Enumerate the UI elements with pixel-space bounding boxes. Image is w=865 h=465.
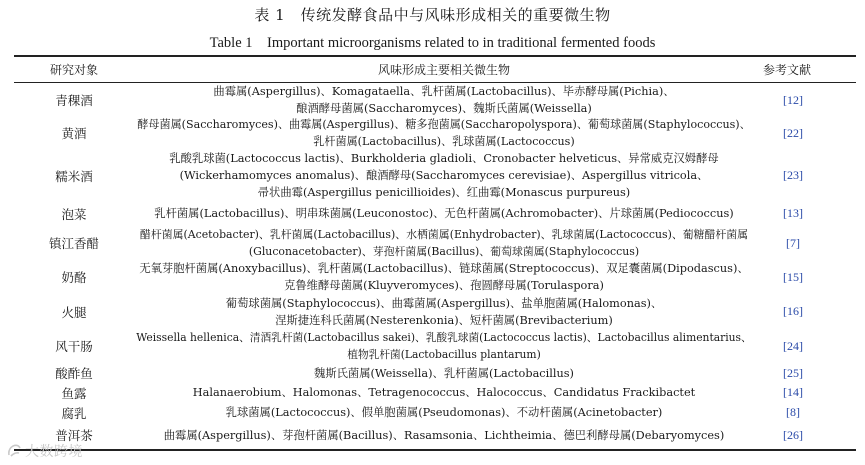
header-food: 研究对象 xyxy=(49,63,98,77)
table-row xyxy=(14,294,856,329)
watermark-text: 大数跨境 xyxy=(25,444,83,460)
microbe-list xyxy=(134,423,754,447)
food-name: 酸酢鱼 xyxy=(55,366,93,381)
food-name: 镇江香醋 xyxy=(48,236,99,251)
reference-link[interactable]: [22] xyxy=(783,125,803,140)
microbe-line: 酿酒酵母菌属(Saccharomyces)、魏斯氏菌属(Weissella) xyxy=(296,102,592,115)
table-caption-english: Table 1 Important microorganisms related to in traditional fermented foods xyxy=(209,35,656,51)
table-row xyxy=(14,260,856,294)
microbe-line: 帚状曲霉(Aspergillus penicillioides)、红曲霉(Monascus purpureus) xyxy=(257,186,631,199)
microbe-line: 酵母菌属(Saccharomyces)、曲霉属(Aspergillus)、糖多孢菌属(Saccharopolyspora)、葡萄球菌属(Staphylococcus)、 xyxy=(137,118,751,131)
microbe-line: Halanaerobium、Halomonas、Tetragenococcus、Halococcus、Candidatus Frackibactet xyxy=(192,386,696,399)
microbe-line: 乳酸乳球菌(Lactococcus lactis)、Burkholderia gladioli、Cronobacter helveticus、异常威克汉姆酵母 xyxy=(169,152,719,165)
reference-link[interactable]: [12] xyxy=(783,92,803,107)
reference-link[interactable]: [14] xyxy=(783,385,803,399)
reference-link[interactable]: [26] xyxy=(783,427,803,442)
reference-link[interactable]: [16] xyxy=(783,304,803,318)
microbe-list xyxy=(134,402,754,423)
table-row xyxy=(14,402,856,423)
food-name: 糯米酒 xyxy=(55,168,93,184)
microbe-line: Weissella hellenica、清酒乳杆菌(Lactobacillus sakei)、乳酸乳球菌(Lactococcus lactis)、Lactobacillus alimentarius、 xyxy=(136,331,752,344)
table-caption-chinese: 表 1 传统发酵食品中与风味形成相关的重要微生物 xyxy=(254,6,611,24)
table-row xyxy=(14,201,856,226)
food-name: 奶酪 xyxy=(61,270,87,285)
food-name: 火腿 xyxy=(61,304,87,320)
table-row xyxy=(14,84,856,116)
reference-link[interactable]: [23] xyxy=(783,168,803,182)
reference-link[interactable]: [8] xyxy=(786,405,800,419)
food-name: 黄酒 xyxy=(61,126,87,141)
reference-link[interactable]: [24] xyxy=(783,338,803,353)
microbe-line: 植物乳杆菌(Lactobacillus plantarum) xyxy=(347,348,541,361)
microbe-line: 葡萄球菌属(Staphylococcus)、曲霉菌属(Aspergillus)、盐单胞菌属(Halomonas)、 xyxy=(225,296,663,310)
food-name: 泡菜 xyxy=(61,206,87,222)
food-name: 腐乳 xyxy=(61,405,87,421)
microbe-list xyxy=(134,84,754,116)
table-row xyxy=(14,116,856,150)
microbe-line: 涅斯捷连科氏菌属(Nesterenkonia)、短杆菌属(Brevibacterium) xyxy=(275,313,613,327)
reference-link[interactable]: [25] xyxy=(783,365,803,380)
table-row xyxy=(14,383,856,402)
reference-link[interactable]: [15] xyxy=(783,269,803,284)
microbe-line: 克鲁维酵母菌属(Kluyveromyces)、孢圆酵母属(Torulaspora) xyxy=(284,279,604,292)
table-row xyxy=(14,363,856,383)
reference-link[interactable]: [13] xyxy=(783,206,803,220)
food-name: 风干肠 xyxy=(55,339,93,354)
watermark-logo-icon xyxy=(6,443,22,459)
table-row xyxy=(14,226,856,260)
table-bottom-rule xyxy=(14,449,856,451)
food-name: 青稞酒 xyxy=(55,93,93,108)
table-row xyxy=(14,329,856,363)
watermark xyxy=(6,441,83,461)
microbe-line: 乳球菌属(Lactococcus)、假单胞菌属(Pseudomonas)、不动杆菌属(Acinetobacter) xyxy=(225,406,663,419)
microbe-line: 乳杆菌属(Lactobacillus)、明串珠菌属(Leuconostoc)、无色杆菌属(Achromobacter)、片球菌属(Pediococcus) xyxy=(154,207,734,220)
microbe-list xyxy=(134,383,754,402)
food-name: 普洱茶 xyxy=(55,428,93,443)
microbe-list xyxy=(134,294,754,329)
microbe-list xyxy=(134,363,754,383)
microbe-line: 曲霉属(Aspergillus)、芽孢杆菌属(Bacillus)、Rasamsonia、Lichtheimia、德巴利酵母属(Debaryomyces) xyxy=(163,428,725,442)
microbe-line: 无氧芽胞杆菌属(Anoxybacillus)、乳杆菌属(Lactobacillus)、链球菌属(Streptococcus)、双足囊菌属(Dipodascus)、 xyxy=(139,262,749,275)
microbe-list xyxy=(134,116,754,150)
microbe-list xyxy=(134,226,754,260)
header-microbes: 风味形成主要相关微生物 xyxy=(377,63,510,77)
microbe-list xyxy=(134,260,754,294)
table-row xyxy=(14,423,856,447)
microbe-line: 醋杆菌属(Acetobacter)、乳杆菌属(Lactobacillus)、水栖菌属(Enhydrobacter)、乳球菌属(Lactococcus)、葡糖醋杆菌属 xyxy=(139,228,749,241)
microbe-list xyxy=(134,201,754,226)
microbe-list xyxy=(134,150,754,201)
microbe-line: (Wickerhamomyces anomalus)、酿酒酵母(Saccharomyces cerevisiae)、Aspergillus vitricola、 xyxy=(179,169,709,182)
food-name: 鱼露 xyxy=(61,385,87,401)
table-top-rule xyxy=(14,55,856,57)
microbe-line: 乳杆菌属(Lactobacillus)、乳球菌属(Lactococcus) xyxy=(313,135,575,148)
microbe-line: (Gluconacetobacter)、芽孢杆菌属(Bacillus)、葡萄球菌属(Staphylococcus) xyxy=(248,245,640,258)
microbe-line: 魏斯氏菌属(Weissella)、乳杆菌属(Lactobacillus) xyxy=(314,366,574,380)
table-row xyxy=(14,150,856,201)
reference-link[interactable]: [7] xyxy=(786,235,800,250)
microbe-line: 曲霉属(Aspergillus)、Komagataella、乳杆菌属(Lactobacillus)、毕赤酵母属(Pichia)、 xyxy=(213,85,675,98)
microbe-list xyxy=(134,329,754,363)
header-ref: 参考文献 xyxy=(762,63,811,77)
